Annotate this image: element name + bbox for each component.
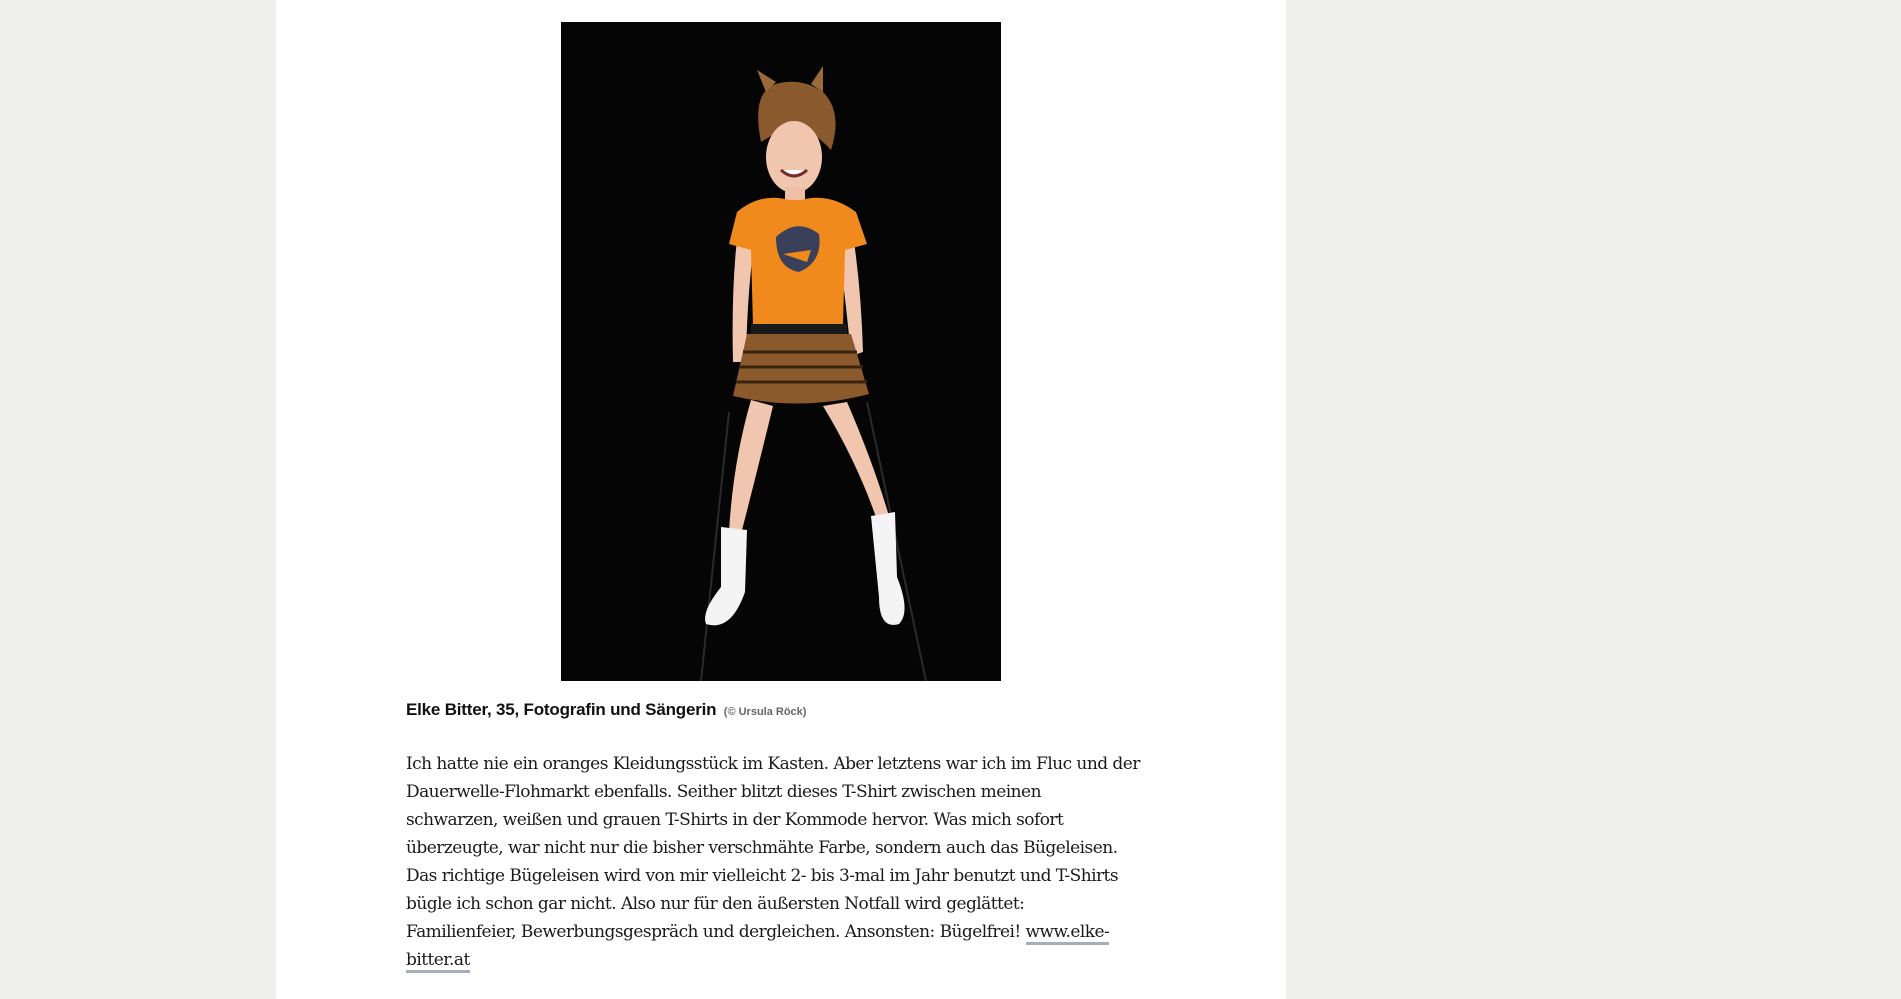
paragraph-line: Ich hatte nie ein oranges Kleidungsstück im Kasten. Aber letztens war ich im Fluc und der bbox=[406, 754, 1140, 774]
paragraph-line: bügle ich schon gar nicht. Also nur für den äußersten Notfall wird geglättet: bbox=[406, 894, 1025, 914]
paragraph-line-text: Familienfeier, Bewerbungsgespräch und dergleichen. Ansonsten: Bügelfrei! bbox=[406, 922, 1026, 942]
article-paragraph bbox=[406, 750, 1166, 974]
caption-title: Elke Bitter, 35, Fotografin und Sängerin bbox=[406, 700, 717, 719]
paragraph-line-link-continuation bbox=[406, 946, 1166, 974]
website-link[interactable]: www.elke- bbox=[1026, 922, 1110, 945]
article-photo bbox=[561, 22, 1001, 681]
paragraph-line-with-link bbox=[406, 918, 1166, 946]
jumping-woman-photo bbox=[561, 22, 1001, 681]
article-column bbox=[276, 0, 1286, 999]
website-link-continuation[interactable]: bitter.at bbox=[406, 950, 470, 973]
paragraph-line: Das richtige Bügeleisen wird von mir vielleicht 2- bis 3-mal im Jahr benutzt und T-Shirts bbox=[406, 866, 1119, 886]
paragraph-line: Dauerwelle-Flohmarkt ebenfalls. Seither blitzt dieses T-Shirt zwischen meinen bbox=[406, 782, 1041, 802]
photo-caption bbox=[406, 700, 1166, 720]
paragraph-line: überzeugte, war nicht nur die bisher verschmähte Farbe, sondern auch das Bügeleisen. bbox=[406, 838, 1118, 858]
paragraph-line: schwarzen, weißen und grauen T-Shirts in der Kommode hervor. Was mich sofort bbox=[406, 810, 1064, 830]
caption-credit: (© Ursula Röck) bbox=[723, 706, 807, 718]
